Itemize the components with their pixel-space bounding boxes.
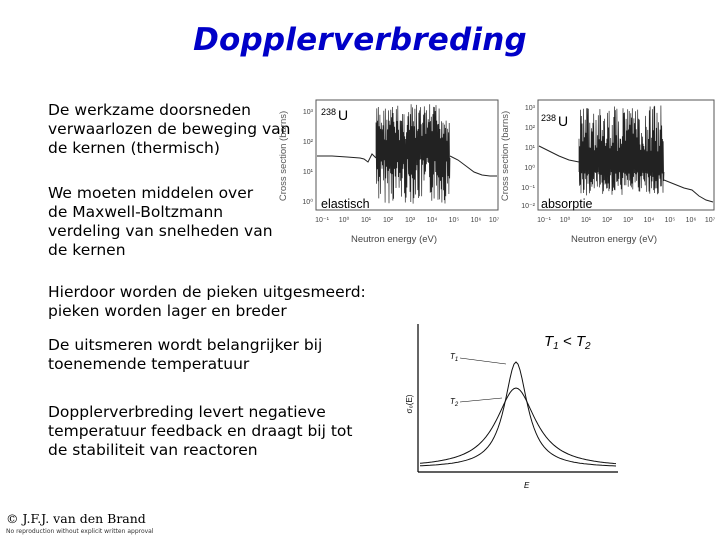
x-tick-label: 10⁷ bbox=[704, 217, 716, 224]
elastic-cross-section-plot bbox=[272, 96, 500, 248]
line: De uitsmeren wordt belangrijker bij bbox=[48, 336, 323, 354]
curve-label-t1: $T_1$ bbox=[450, 352, 459, 363]
x-tick-label: 10³ bbox=[404, 217, 416, 224]
paragraph-peaks-smeared bbox=[48, 283, 366, 321]
y-tick-label: 10¹ bbox=[524, 145, 535, 152]
line: We moeten middelen over bbox=[48, 184, 254, 202]
y-tick-label: 10⁻¹ bbox=[521, 185, 535, 192]
pointer-line bbox=[460, 398, 502, 402]
x-tick-label: 10⁶ bbox=[470, 217, 482, 224]
line: verdeling van snelheden van bbox=[48, 222, 273, 240]
x-tick-label: 10⁻¹ bbox=[315, 217, 329, 224]
isotope-label: $^{238}$ U bbox=[321, 107, 349, 123]
line: toenemende temperatuur bbox=[48, 355, 250, 373]
y-tick-label: 10² bbox=[302, 139, 313, 146]
x-axis-label: Neutron energy (eV) bbox=[570, 234, 658, 245]
x-tick-label: 10⁴ bbox=[643, 217, 655, 224]
slide-title: Dopplerverbreding bbox=[193, 22, 527, 58]
line: de stabiliteit van reactoren bbox=[48, 441, 258, 459]
doppler-curve-t1 bbox=[420, 362, 616, 466]
line: De werkzame doorsneden bbox=[48, 101, 251, 119]
y-tick-label: 10² bbox=[524, 125, 535, 132]
y-tick-label: 10³ bbox=[524, 105, 535, 112]
y-tick-label: 10¹ bbox=[302, 169, 313, 176]
y-tick-label: 10⁰ bbox=[524, 165, 535, 172]
x-tick-label: 10² bbox=[601, 217, 613, 224]
x-tick-label: 10⁶ bbox=[685, 217, 697, 224]
y-tick-label: 10⁻² bbox=[521, 203, 535, 210]
isotope-label: $^{238}$ U bbox=[541, 113, 569, 129]
y-axis-label: Cross section (barns) bbox=[500, 110, 511, 202]
x-tick-label: 10¹ bbox=[360, 217, 372, 224]
line: pieken worden lager en breder bbox=[48, 302, 287, 320]
line: Dopplerverbreding levert negatieve bbox=[48, 403, 326, 421]
temperature-relation: $T_1 < T_2$ bbox=[544, 333, 591, 352]
paragraph-cross-sections bbox=[48, 101, 290, 158]
x-tick-label: 10¹ bbox=[580, 217, 592, 224]
line: temperatuur feedback en draagt bij tot bbox=[48, 422, 353, 440]
paragraph-maxwell-boltzmann bbox=[48, 184, 273, 260]
copyright: © J.F.J. van den Brand bbox=[6, 511, 146, 526]
y-axis-label: σ₀(E) bbox=[405, 394, 414, 414]
y-tick-label: 10³ bbox=[302, 109, 313, 116]
no-reproduction-notice: No reproduction without explicit written approval bbox=[6, 528, 154, 535]
paragraph-temperature bbox=[48, 336, 322, 374]
x-axis-label: E bbox=[524, 481, 530, 490]
plot-label-absorption: absorptie bbox=[541, 197, 593, 211]
x-axis-label: Neutron energy (eV) bbox=[350, 234, 438, 245]
line: de kernen bbox=[48, 241, 126, 259]
x-tick-label: 10⁵ bbox=[448, 217, 460, 224]
paragraph-feedback bbox=[48, 403, 352, 460]
x-tick-label: 10⁵ bbox=[664, 217, 676, 224]
x-tick-label: 10³ bbox=[622, 217, 634, 224]
x-tick-label: 10⁷ bbox=[488, 217, 500, 224]
curve-label-t2: $T_2$ bbox=[450, 397, 459, 408]
x-tick-label: 10⁴ bbox=[426, 217, 438, 224]
plot-label-elastic: elastisch bbox=[321, 197, 370, 211]
pointer-line bbox=[460, 358, 506, 364]
line: de Maxwell-Boltzmann bbox=[48, 203, 224, 221]
line: Hierdoor worden de pieken uitgesmeerd: bbox=[48, 283, 366, 301]
x-tick-label: 10⁻¹ bbox=[537, 217, 551, 224]
x-tick-label: 10² bbox=[382, 217, 394, 224]
absorption-cross-section-plot bbox=[494, 96, 718, 248]
x-tick-label: 10⁰ bbox=[338, 217, 350, 224]
y-axis-label: Cross section (barns) bbox=[278, 110, 289, 202]
line: verwaarlozen de beweging van bbox=[48, 120, 291, 138]
x-tick-label: 10⁰ bbox=[559, 217, 571, 224]
line: de kernen (thermisch) bbox=[48, 139, 220, 157]
y-tick-label: 10⁰ bbox=[302, 199, 313, 206]
doppler-broadening-diagram bbox=[404, 316, 620, 496]
